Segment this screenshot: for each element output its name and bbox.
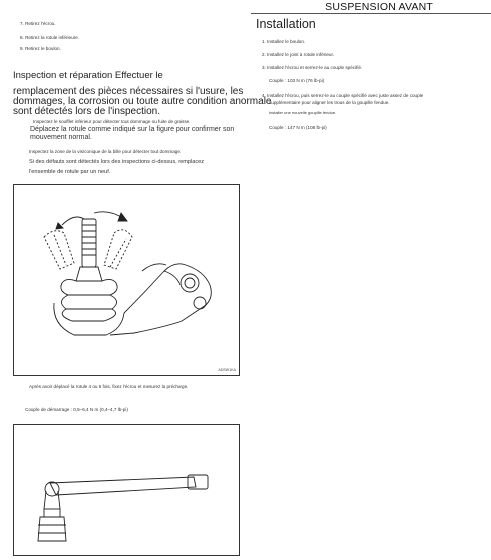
control-arm-plate bbox=[110, 264, 211, 335]
socket bbox=[44, 509, 60, 517]
stud-ghost-right bbox=[104, 230, 132, 269]
ball-joint-figure bbox=[13, 184, 240, 376]
removal-step-8: 8. Retirez la rotule inférieure. bbox=[20, 35, 79, 40]
starting-torque: Couple de démarrage : 0,5–6,4 N m (0,4–4,7 lb-pi) bbox=[25, 407, 128, 412]
install-step-1: 1. Installez le boulon. bbox=[262, 39, 306, 44]
header-divider bbox=[251, 13, 491, 14]
inspection-boot-check: Inspectez le soufflet inférieur pour détecter tout dommage ou fuite de graisse. bbox=[33, 119, 191, 124]
inspection-title-line1: Inspection et réparation Effectuer le bbox=[13, 70, 163, 81]
removal-step-9: 9. Retirez le boulon. bbox=[20, 46, 61, 51]
arrow-head-right bbox=[118, 213, 127, 221]
removal-step-7: 7. Retirez l'écrou. bbox=[20, 21, 56, 26]
install-step-3: 3. Installez l'écrou et serrez-le au couple spécifié. bbox=[262, 65, 363, 70]
figure-code: ADSW1KA bbox=[218, 368, 236, 372]
inspection-title-line4: sont détectés lors de l'inspection. bbox=[13, 106, 160, 117]
rubber-boot bbox=[61, 279, 117, 321]
arrow-head-left bbox=[56, 223, 63, 229]
inspection-movement-line2: mouvement normal. bbox=[30, 134, 92, 141]
wrench-head bbox=[45, 482, 59, 496]
rotate-left-arrow bbox=[62, 217, 84, 225]
inspection-title-line3: dommages, la corrosion ou toute autre condition anormale bbox=[13, 96, 272, 107]
installation-title: Installation bbox=[256, 17, 316, 31]
page-header-title: SUSPENSION AVANT bbox=[325, 1, 433, 13]
inspection-replace-line2: l'ensemble de rotule par un neuf. bbox=[29, 169, 111, 175]
preload-caption: Après avoir déplacé la rotule 4 ou 5 fois, fixez l'écrou et mesurez la précharge. bbox=[29, 384, 189, 389]
inspection-movement-line1: Déplacez la rotule comme indiqué sur la figure pour confirmer son bbox=[30, 126, 235, 133]
ball-joint-top bbox=[38, 517, 66, 541]
torque-wrench-illustration bbox=[14, 425, 239, 555]
install-step-4-line1: 4. Installez l'écrou, puis serrez-le au couple spécifié avec juste assez de couple bbox=[262, 93, 424, 98]
stud-ghost-left bbox=[44, 231, 74, 269]
inspection-thread-check: Inspectez la zone de la vis/conique de la bille pour détecter tout dommage. bbox=[29, 149, 182, 154]
install-step-4-line2: supplémentaire pour aligner les trous de la goupille fendue. bbox=[269, 100, 390, 105]
wrench-handle bbox=[50, 477, 196, 495]
mount-hole-top bbox=[181, 274, 199, 292]
install-cotter-pin: Installer une nouvelle goupille fendue. bbox=[269, 110, 337, 115]
mount-hole-bottom bbox=[194, 297, 206, 309]
inspection-title-line2: remplacement des pièces nécessaires si l'usure, les bbox=[13, 86, 244, 97]
install-step-2: 2. Installez le joint à rotule inférieur. bbox=[262, 52, 335, 57]
install-torque-2: Couple : 147 N m (108 lb-pi) bbox=[269, 125, 327, 130]
install-torque-1: Couple : 103 N m (76 lb-pi) bbox=[269, 78, 325, 83]
ball-joint-illustration bbox=[14, 185, 239, 375]
inspection-replace-line1: Si des défauts sont détectés lors des inspections ci-dessus, remplacez bbox=[29, 159, 205, 165]
torque-wrench-figure bbox=[13, 424, 240, 556]
